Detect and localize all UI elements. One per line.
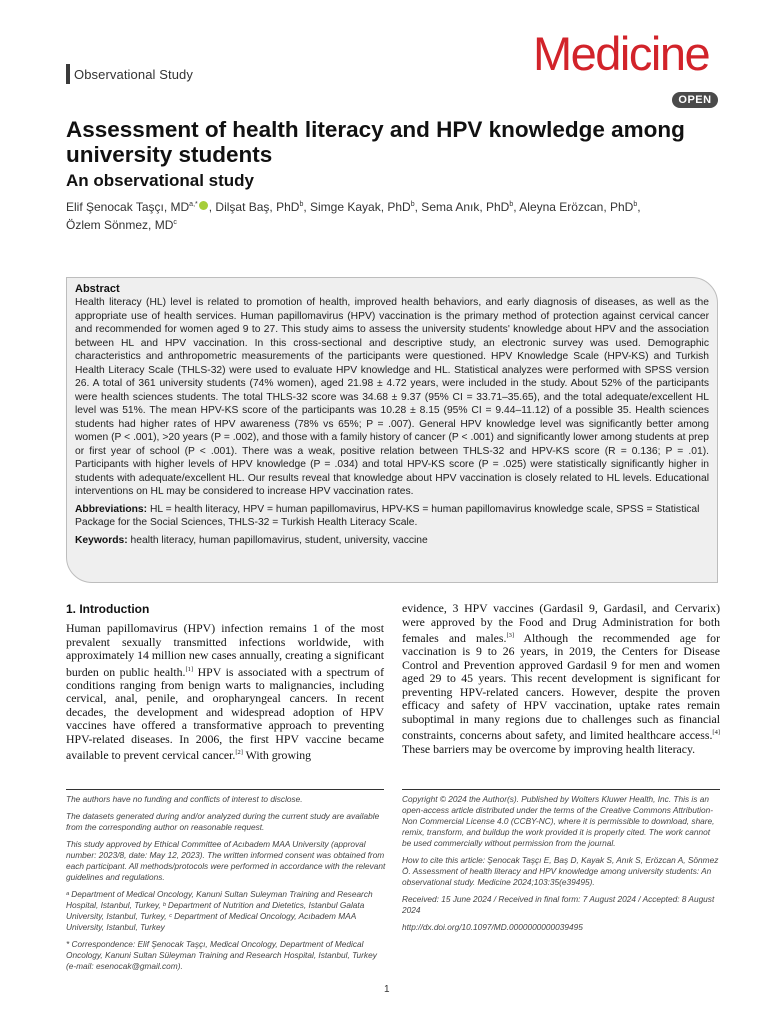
- footnote: ᵃ Department of Medical Oncology, Kanuni Sultan Suleyman Training and Research Hospital, Istanbul, Turkey, ᵇ Department of Nutrition and Dietetics, Istanbul Galata University, Istanbul, Turkey, ᶜ Department of Medical Oncology, Acıbadem MAA University, Istanbul, Turkey: [66, 889, 373, 932]
- author-name: Özlem Sönmez, MD: [66, 218, 174, 232]
- author-list: Elif Şenocak Taşçı, $MD^{a,*}$ , Dilşat Baş, PhD$^b$, Simge Kayak, PhD$^b$, Sema Anık, PhD$^b$, Aleyna Erözcan, PhD$^b$, Özlem Sönmez, $MD^c$: [66, 200, 641, 232]
- tag-bar: [66, 64, 70, 84]
- doi-link[interactable]: http://dx.doi.org/10.1097/MD.0000000000039495: [402, 922, 583, 932]
- footnote: Copyright © 2024 the Author(s). Published by Wolters Kluwer Health, Inc. This is an open-access article distributed under the terms of the Creative Commons Attribution-Non Commercial License 4.0 (CCBY-NC), where it is permissible to download, share, remix, transform, and buildup the work provided it is properly cited. The work cannot be used commercially without permission from the journal.: [402, 794, 715, 848]
- author-name: Elif Şenocak Taşçı, MD: [66, 200, 190, 214]
- footnotes-left: [66, 794, 386, 978]
- footnote-divider: [402, 789, 720, 790]
- footnote-divider: [66, 789, 384, 790]
- keywords: Keywords: health literacy, human papillomavirus, student, university, vaccine: [75, 534, 428, 546]
- article-type-label: Observational Study: [74, 66, 193, 82]
- author-name: , Dilşat Baş, PhD: [208, 200, 300, 214]
- author-name: , Simge Kayak, PhD: [303, 200, 411, 214]
- abstract-heading: Abstract: [75, 283, 120, 295]
- abbreviations: Abbreviations: HL = health literacy, HPV = human papillomavirus, HPV-KS = human papillomavirus knowledge scale, SPSS = Statistical Package for the Social Sciences, THLS-32 = Turkish Health Literacy Scale.: [75, 503, 700, 528]
- citation-link[interactable]: [1]: [185, 665, 194, 673]
- journal-logo: Medicine: [533, 27, 710, 80]
- citation-link[interactable]: [4]: [712, 729, 720, 737]
- citation-link[interactable]: [3]: [506, 632, 515, 639]
- section-heading: 1. Introduction: [66, 602, 150, 616]
- intro-paragraph: Human papillomavirus (HPV) infection remains 1 of the most prevalent sexually transmitted infections worldwide, with approximately 14 million new cases annually, creating a significant burden on public health.[1] HPV is associated with a spectrum of conditions ranging from benign warts to malignancies, including cervical, anal, penile, and oropharyngeal cancers. In recent decades, the development and widespread adoption of HPV vaccines have offered a transformative approach to preventing HPV-related diseases. In 2006, the first HPV vaccine became available to prevent cervical cancer.[2] With growing: [66, 621, 385, 763]
- article-subtitle: An observational study: [66, 171, 254, 190]
- author-name: , Aleyna Erözcan, PhD: [513, 200, 634, 214]
- footnote: This study approved by Ethical Committee of Acıbadem MAA University (approval number: 2023/8, date: May 12, 2023). The written informed consent was obtained from each participant. All methods/protocols were performed in accordance with the relevant guidelines and regulations.: [66, 839, 386, 882]
- footnote: * Correspondence: Elif Şenocak Taşçı, Medical Oncology, Department of Medical Oncology, Kanuni Sultan Süleyman Training and Research Hospital, Istanbul, Turkey (e-mail: esenocak@gmail.com).: [66, 939, 377, 971]
- footnote: Received: 15 June 2024 / Received in final form: 7 August 2024 / Accepted: 8 August 2024: [402, 894, 715, 915]
- article-title: Assessment of health literacy and HPV knowledge among university students: [66, 117, 685, 167]
- intro-paragraph: evidence, 3 HPV vaccines (Gardasil 9, Gardasil, and Cervarix) were approved by the Food and Drug Administration for both females and males.[3] Although the recommended age for vaccination is 9 to 26 years, in 2019, the Centers for Disease Control and Prevention approved Gardasil 9 for men and women aged 29 to 45 years. This recent development is significant for preventing HPV-related cancers. However, despite the proven efficacy and safety of HPV vaccination, uptake rates remain suboptimal in many regions due to challenges such as financial constraints, concerns about safety, and limited healthcare access.[4] These barriers may be overcome by improving health literacy.: [402, 601, 720, 756]
- open-access-badge: OPEN: [672, 92, 718, 108]
- citation-link[interactable]: [2]: [235, 749, 243, 757]
- footnote: How to cite this article: Şenocak Taşçı E, Baş D, Kayak S, Anık S, Erözcan A, Sönmez Ö. Assessment of health literacy and HPV knowledge among university students: An observational study. Medicine 2024;103:35(e39495).: [402, 855, 719, 887]
- orcid-icon[interactable]: [199, 201, 208, 210]
- body-column-right: [402, 602, 720, 756]
- page-number: 1: [384, 984, 390, 995]
- author-name: , Sema Anık, PhD: [414, 200, 510, 214]
- body-column-left: [66, 602, 384, 763]
- footnotes-right: [402, 794, 720, 939]
- article-type-tag: [66, 64, 193, 84]
- footnote: The authors have no funding and conflicts of interest to disclose.: [66, 794, 303, 804]
- abstract-box: [66, 277, 718, 583]
- footnote: The datasets generated during and/or analyzed during the current study are available from the corresponding author on reasonable request.: [66, 811, 380, 832]
- abstract-text: Health literacy (HL) level is related to promotion of health, improved health behaviors, and early diagnosis of diseases, as well as the appropriate use of health services. Human papillomavirus (HPV) vaccination is the primary method of protection against cervical cancer and recommended for women aged 9 to 27. This study aims to assess the university students' knowledge about HPV and the association between HL and HPV vaccination. In this cross-sectional and descriptive study, an electronic survey was used. Demographic characteristics and anthropometric measurements of the participants were questioned. HPV Knowledge Scale (HPV-KS) and Turkish Health Literacy Scale (THLS-32) were used to evaluate HPV knowledge and HL. Statistical analyzes were performed with SPSS version 26. A total of 361 university students (74% women), aged 21.98 ± 4.72 years, were included in the study. About 52% of the participants were health sciences students. The total THLS-32 score was 34.68 ± 9.37 (95% CI = 33.71–35.65), and the total adequate/excellent HL level was 51%. The mean HPV-KS score of the participants was 10.28 ± 8.15 (95% CI = 9.44–11.12) of a possible 35. Health sciences students had higher rates of HPV awareness (78% vs 65%; P = .007). General HPV knowledge level was significantly better among women (P < .001), >20 years (P = .002), and those with a family history of cancer (P < .001) and significantly lower among students at prep or first year of school (P < .001). There was a weak, positive relation between THLS-32 and HPV-KS score (R = 0.136; P = .01). Participants with higher levels of HPV knowledge (P = .034) and total HPV-KS score (P = .025) were statistically significantly higher in students with adequate/excellent HL. Our results reveal that knowledge about HPV vaccination is closely related to HL levels. Educational interventions on HL may be considered to increase HPV vaccination rates.: [75, 297, 709, 497]
